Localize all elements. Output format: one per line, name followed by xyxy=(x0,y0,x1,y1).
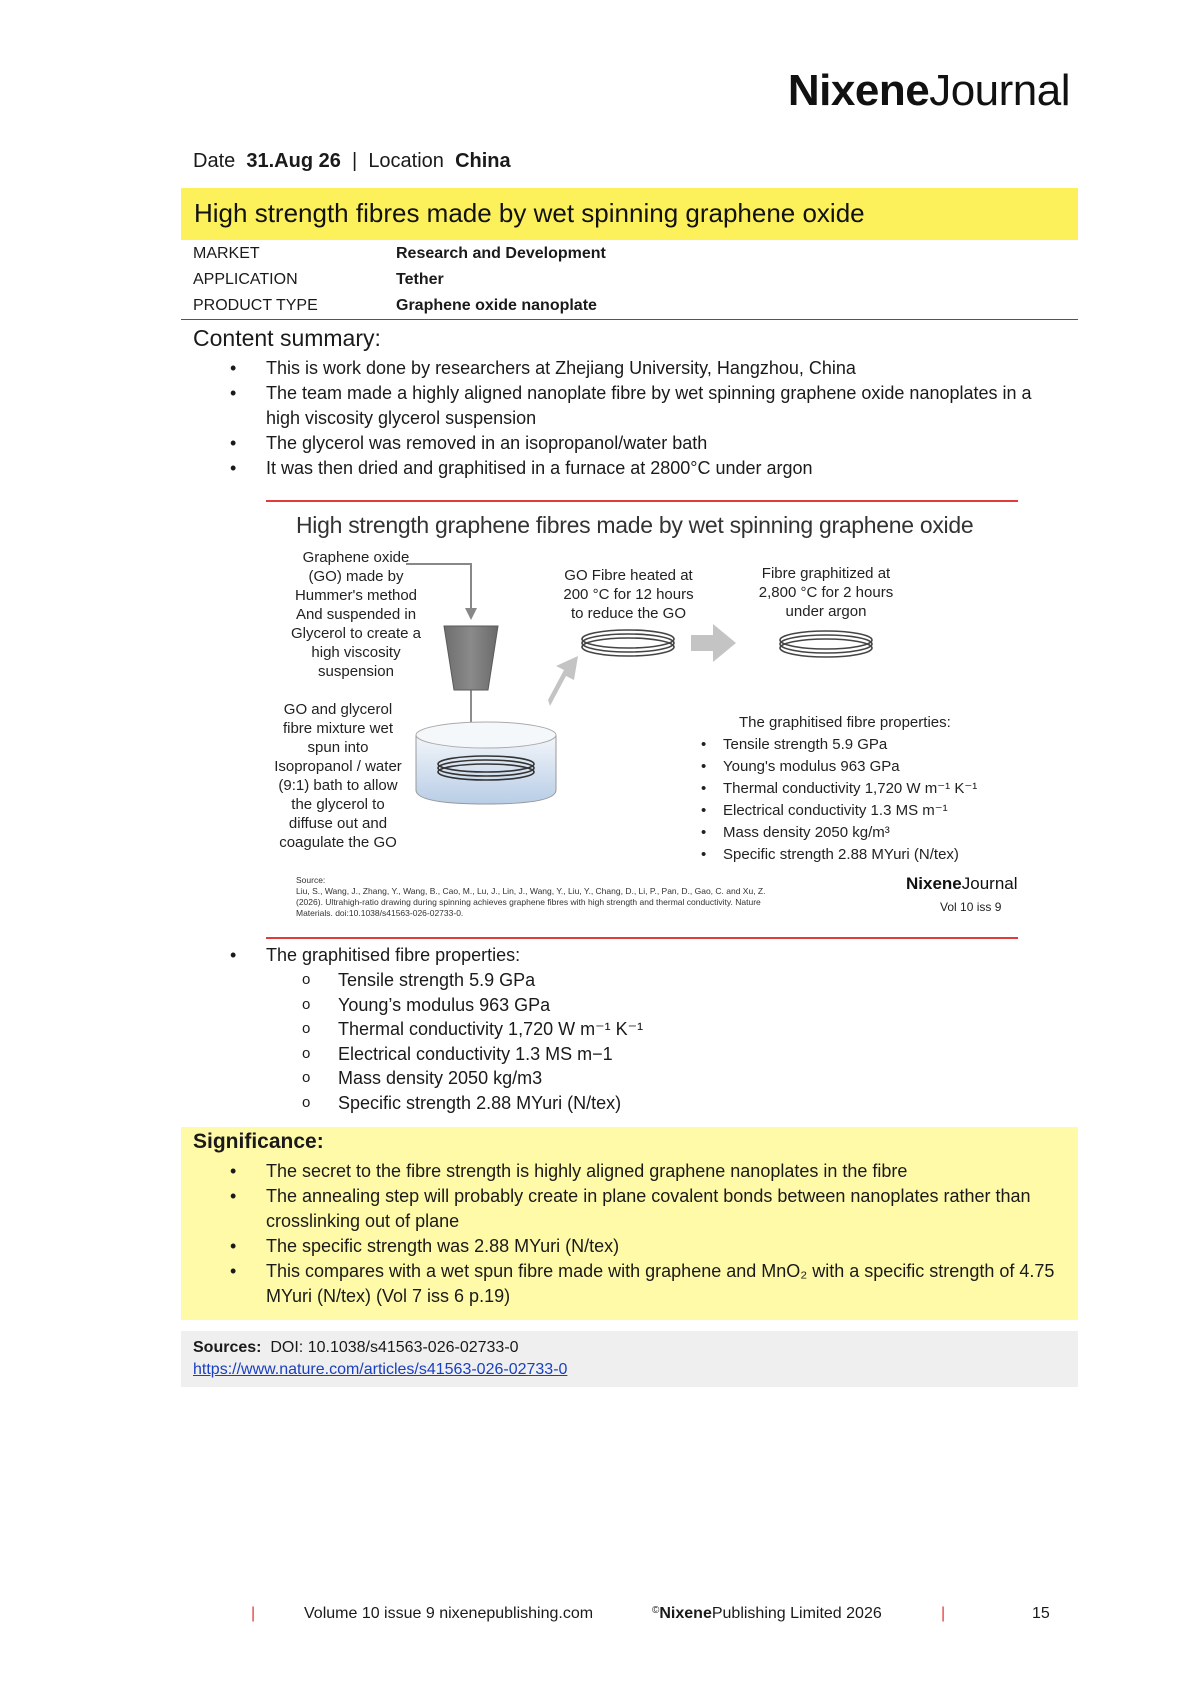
coagulation-bath xyxy=(416,722,556,804)
sources-label: Sources: xyxy=(193,1339,262,1356)
figure-step-1: Graphene oxide (GO) made by Hummer's method And suspended in Glycerol to create a high viscosity suspension xyxy=(290,549,422,680)
process-figure xyxy=(266,500,1018,940)
figure-step-2: GO and glycerol fibre mixture wet spun into Isopropanol / water (9:1) bath to allow the glycerol to diffuse out and coagulate the GO xyxy=(274,701,402,851)
dateline: Date 31.Aug 26 | Location China xyxy=(193,150,511,172)
significance-list xyxy=(230,1159,1070,1309)
fibre-coil-reduced xyxy=(582,630,674,656)
fibre-coil-graphitized xyxy=(780,631,872,657)
list-item: • The team made a highly aligned nanoplate fibre by wet spinning graphene oxide nanoplates in a high viscosity glycerol suspension xyxy=(230,381,1070,431)
article-title: High strength fibres made by wet spinning graphene oxide xyxy=(181,188,1078,240)
list-item: • Thermal conductivity 1,720 W m⁻¹ K⁻¹ xyxy=(701,778,977,800)
meta-row-application: APPLICATION Tether xyxy=(193,271,444,288)
list-item: • The secret to the fibre strength is highly aligned graphene nanoplates in the fibre xyxy=(230,1159,1070,1184)
figure-step-4: Fibre graphitized at 2,800 °C for 2 hours under argon xyxy=(758,565,894,620)
list-item: • It was then dried and graphitised in a furnace at 2800°C under argon xyxy=(230,456,1070,481)
date-value: 31.Aug 26 xyxy=(246,150,341,172)
content-summary-heading: Content summary: xyxy=(193,325,381,351)
meta-row-market: MARKET Research and Development xyxy=(193,245,606,262)
list-item: • This compares with a wet spun fibre made with graphene and MnO₂ with a specific strength of 4.75 MYuri (N/tex) (Vol 7 iss 6 p.19) xyxy=(230,1259,1070,1309)
list-item: o Specific strength 2.88 MYuri (N/tex) xyxy=(230,1091,643,1116)
list-item: • Mass density 2050 kg/m³ xyxy=(701,822,977,844)
list-item: o Thermal conductivity 1,720 W m⁻¹ K⁻¹ xyxy=(230,1017,643,1042)
list-item: • Tensile strength 5.9 GPa xyxy=(701,734,977,756)
page-footer xyxy=(0,1605,1190,1629)
list-item: • Electrical conductivity 1.3 MS m⁻¹ xyxy=(701,800,977,822)
journal-logo: NixeneJournal xyxy=(787,66,1070,115)
summary-list xyxy=(230,356,1070,481)
list-item: o Electrical conductivity 1.3 MS m−1 xyxy=(230,1042,643,1067)
meta-row-product-type: PRODUCT TYPE Graphene oxide nanoplate xyxy=(193,297,597,314)
list-item: • Specific strength 2.88 MYuri (N/tex) xyxy=(701,844,977,866)
list-item: • The graphitised fibre properties: xyxy=(230,943,930,968)
properties-list xyxy=(230,943,930,968)
list-item: o Young’s modulus 963 GPa xyxy=(230,993,643,1018)
footer-volume: Volume 10 issue 9 nixenepublishing.com xyxy=(304,1605,594,1622)
list-item: • This is work done by researchers at Zhejiang University, Hangzhou, China xyxy=(230,356,1070,381)
list-item: • The glycerol was removed in an isopropanol/water bath xyxy=(230,431,1070,456)
list-item: o Mass density 2050 kg/m3 xyxy=(230,1066,643,1091)
footer-copyright: ©NixenePublishing Limited 2026 xyxy=(652,1605,882,1622)
right-arrow xyxy=(691,624,736,662)
figure-source: Source: Liu, S., Wang, J., Zhang, Y., Wang, B., Cao, M., Lu, J., Lin, J., Wang, Y., Liu, Y., Chang, D., Li, P., Pan, D., Gao, C. and Xu, Z. (2026). Ultrahigh-ratio drawing during spinning achieves graphene fibres with high strength and thermal conductivity. Nature Materials. doi:10.1038/s41563-026-02733-0. xyxy=(296,875,766,918)
figure-volume: Vol 10 iss 9 xyxy=(940,900,1002,914)
sources-box xyxy=(181,1331,1078,1387)
list-item: • The annealing step will probably create in plane covalent bonds between nanoplates rather than crosslinking out of plane xyxy=(230,1184,1070,1234)
source-link[interactable]: https://www.nature.com/articles/s41563-026-02733-0 xyxy=(193,1361,568,1378)
spinneret-funnel xyxy=(444,626,498,690)
figure-properties-heading: The graphitised fibre properties: xyxy=(739,714,951,731)
list-item: o Tensile strength 5.9 GPa xyxy=(230,968,643,993)
list-item: • Young's modulus 963 GPa xyxy=(701,756,977,778)
article-meta xyxy=(181,241,1078,320)
figure-step-3: GO Fibre heated at 200 °C for 12 hours to reduce the GO xyxy=(563,567,694,622)
figure-properties xyxy=(701,712,977,866)
location-value: China xyxy=(455,150,511,172)
significance-heading: Significance: xyxy=(193,1130,324,1153)
figure-title: High strength graphene fibres made by wet spinning graphene oxide xyxy=(296,512,974,538)
footer-bar-right: | xyxy=(941,1605,946,1622)
page-number: 15 xyxy=(1032,1605,1050,1622)
sources-doi: DOI: 10.1038/s41563-026-02733-0 xyxy=(270,1339,519,1356)
list-item: • The specific strength was 2.88 MYuri (N/tex) xyxy=(230,1234,1070,1259)
diagonal-arrow xyxy=(548,656,578,706)
properties-sublist xyxy=(230,968,643,1116)
figure-brand: NixeneJournal xyxy=(906,874,1018,893)
footer-bar-left: | xyxy=(251,1605,256,1622)
